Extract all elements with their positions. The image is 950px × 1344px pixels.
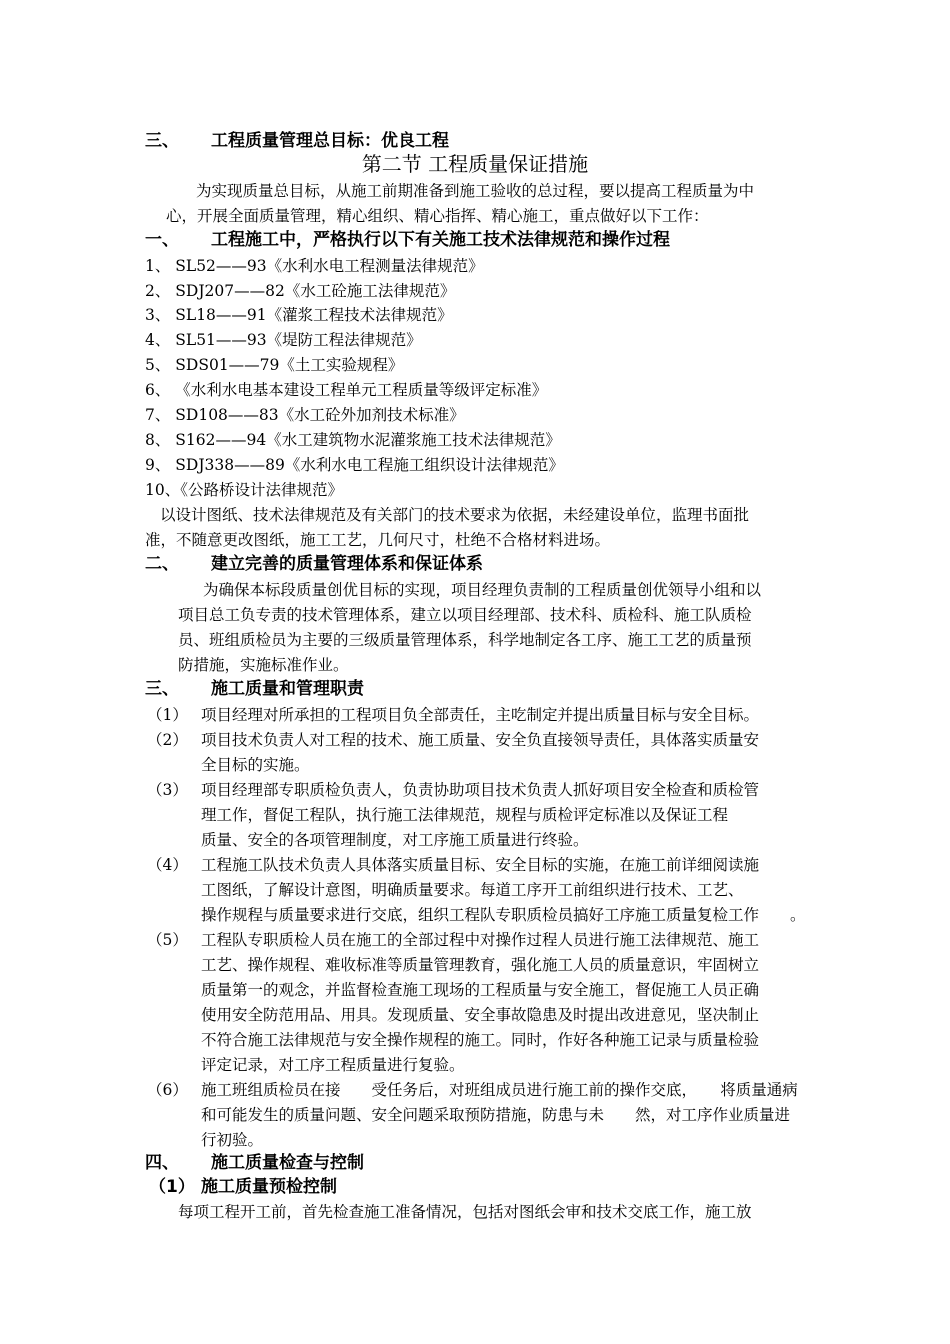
goal-heading-text: 工程质量管理总目标：优良工程 xyxy=(211,131,449,151)
duty-text-continued: 操作规程与质量要求进行交底，组织工程队专职质检员搞好工序施工质量复检工作 。 xyxy=(201,906,806,924)
duty-text: 项目经理对所承担的工程项目负全部责任，主吃制定并提出质量目标与安全目标。 xyxy=(201,706,760,724)
heading-three-number: 三、 xyxy=(145,679,179,699)
goal-heading-number: 三、 xyxy=(145,131,179,151)
heading-four xyxy=(145,1153,364,1173)
duty-text-continued: 理工作，督促工程队，执行施工法律规范，规程与质检评定标准以及保证工程 xyxy=(201,806,729,824)
standard-item-4: 4、 SL51——93《堤防工程法律规范》 xyxy=(145,331,422,349)
standard-item-6: 6、 《水利水电基本建设工程单元工程质量等级评定标准》 xyxy=(145,381,548,399)
standard-item-10: 10、《公路桥设计法律规范》 xyxy=(145,481,343,499)
duty-text-continued: 不符合施工法律规范与安全操作规程的施工。同时，作好各种施工记录与质量检验 xyxy=(201,1031,760,1049)
duty-item-1 xyxy=(147,705,759,725)
duty-text-continued: 质量第一的观念，并监督检查施工现场的工程质量与安全施工，督促施工人员正确 xyxy=(201,981,760,999)
subheading-four-one xyxy=(149,1177,337,1197)
duty-text-continued: 使用安全防范用品、用具。发现质量、安全事故隐患及时提出改进意见，坚决制止 xyxy=(201,1006,760,1024)
standard-item-9: 9、 SDJ338——89《水利水电工程施工组织设计法律规范》 xyxy=(145,456,564,474)
section-title: 第二节 工程质量保证措施 xyxy=(361,152,589,176)
duty-item-6 xyxy=(147,1080,798,1100)
duty-number: （3） xyxy=(147,781,188,799)
duty-text: 项目技术负责人对工程的技术、施工质量、安全负直接领导责任，具体落实质量安 xyxy=(201,731,760,749)
duty-text-continued: 工艺、操作规程、难收标准等质量管理教育，强化施工人员的质量意识，牢固树立 xyxy=(201,956,760,974)
duty-text-continued: 评定记录，对工序工程质量进行复验。 xyxy=(201,1056,465,1074)
standard-item-7: 7、 SD108——83《水工砼外加剂技术标准》 xyxy=(145,406,465,424)
goal-heading xyxy=(145,131,449,151)
intro-line-1: 为实现质量总目标，从施工前期准备到施工验收的总过程，要以提高工程质量为中 xyxy=(196,182,755,200)
duty-item-3 xyxy=(147,780,759,800)
duty-text-continued: 质量、安全的各项管理制度，对工序施工质量进行终验。 xyxy=(201,831,589,849)
duty-number: （4） xyxy=(147,856,188,874)
duty-number: （5） xyxy=(147,931,188,949)
duty-text: 工程施工队技术负责人具体落实质量目标、安全目标的实施，在施工前详细阅读施 xyxy=(201,856,760,874)
standard-item-5: 5、 SDS01——79《土工实验规程》 xyxy=(145,356,404,374)
duty-number: （6） xyxy=(147,1081,188,1099)
duty-text-continued: 和可能发生的质量问题、安全问题采取预防措施，防患与未 然，对工序作业质量进 xyxy=(201,1106,791,1124)
duty-text: 施工班组质检员在接 受任务后，对班组成员进行施工前的操作交底， 将质量通病 xyxy=(201,1081,798,1099)
heading-three xyxy=(145,679,364,699)
heading-two-number: 二、 xyxy=(145,554,179,574)
heading-one xyxy=(145,230,670,250)
duty-text: 项目经理部专职质检负责人，负责协助项目技术负责人抓好项目安全检查和质检管 xyxy=(201,781,760,799)
heading-one-number: 一、 xyxy=(145,230,179,250)
heading-one-text: 工程施工中，严格执行以下有关施工技术法律规范和操作过程 xyxy=(211,230,670,250)
basis-line-2: 准，不随意更改图纸，施工工艺，几何尺寸，杜绝不合格材料进场。 xyxy=(145,531,611,549)
subheading-number: （1） xyxy=(149,1177,195,1197)
system-line-1: 为确保本标段质量创优目标的实现，项目经理负责制的工程质量创优领导小组和以 xyxy=(203,581,762,599)
duty-text-continued: 行初验。 xyxy=(201,1131,264,1149)
duty-number: （1） xyxy=(147,706,188,724)
duty-text-continued: 工图纸，了解设计意图，明确质量要求。每道工序开工前组织进行技术、工艺、 xyxy=(201,881,744,899)
duty-item-5 xyxy=(147,930,759,950)
duty-item-2 xyxy=(147,730,759,750)
closing-paragraph-line: 每项工程开工前，首先检查施工准备情况，包括对图纸会审和技术交底工作，施工放 xyxy=(178,1203,752,1221)
heading-two-text: 建立完善的质量管理体系和保证体系 xyxy=(211,554,483,574)
duty-item-4 xyxy=(147,855,759,875)
heading-four-number: 四、 xyxy=(145,1153,179,1173)
heading-two xyxy=(145,554,483,574)
system-line-3: 员、班组质检员为主要的三级质量管理体系，科学地制定各工序、施工工艺的质量预 xyxy=(178,631,752,649)
system-line-2: 项目总工负专责的技术管理体系，建立以项目经理部、技术科、质检科、施工队质检 xyxy=(178,606,752,624)
standard-item-2: 2、 SDJ207——82《水工砼施工法律规范》 xyxy=(145,282,456,300)
intro-line-2: 心，开展全面质量管理，精心组织、精心指挥、精心施工，重点做好以下工作： xyxy=(166,207,709,225)
duty-text: 工程队专职质检人员在施工的全部过程中对操作过程人员进行施工法律规范、施工 xyxy=(201,931,760,949)
heading-three-text: 施工质量和管理职责 xyxy=(211,679,364,699)
standard-item-1: 1、 SL52——93《水利水电工程测量法律规范》 xyxy=(145,257,484,275)
standard-item-3: 3、 SL18——91《灌浆工程技术法律规范》 xyxy=(145,306,453,324)
basis-line-1: 以设计图纸、技术法律规范及有关部门的技术要求为依据，未经建设单位，监理书面批 xyxy=(160,506,750,524)
duty-text-continued: 全目标的实施。 xyxy=(201,756,310,774)
standard-item-8: 8、 S162——94《水工建筑物水泥灌浆施工技术法律规范》 xyxy=(145,431,561,449)
heading-four-text: 施工质量检查与控制 xyxy=(211,1153,364,1173)
system-line-4: 防措施，实施标准作业。 xyxy=(178,656,349,674)
subheading-text: 施工质量预检控制 xyxy=(201,1177,337,1197)
duty-number: （2） xyxy=(147,731,188,749)
